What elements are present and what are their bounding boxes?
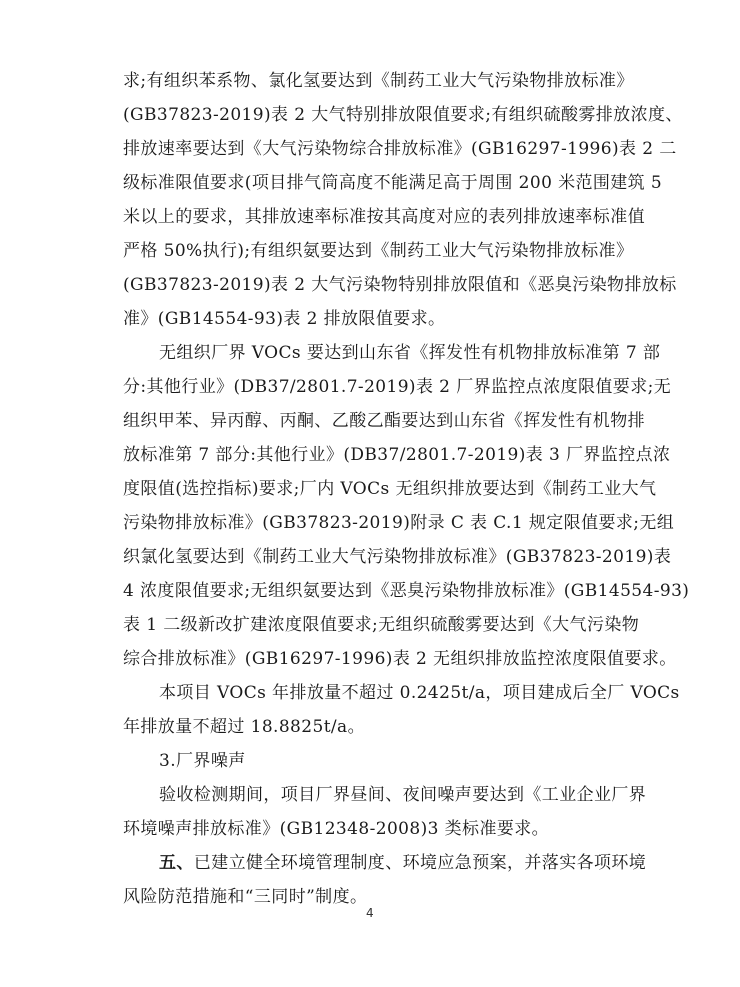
text-line: 4 浓度限值要求;无组织氨要达到《恶臭污染物排放标准》(GB14554-93) bbox=[123, 581, 690, 601]
text-line: 综合排放标准》(GB16297-1996)表 2 无组织排放监控浓度限值要求。 bbox=[123, 649, 677, 669]
text-line: 分:其他行业》(DB37/2801.7-2019)表 2 厂界监控点浓度限值要求;无 bbox=[123, 377, 672, 397]
section-heading: 3.厂界噪声 bbox=[159, 751, 246, 771]
text-line: 度限值(选控指标)要求;厂内 VOCs 无组织排放要达到《制药工业大气 bbox=[123, 479, 657, 499]
text-line: 求;有组织苯系物、氯化氢要达到《制药工业大气污染物排放标准》 bbox=[123, 71, 634, 91]
text-line: 污染物排放标准》(GB37823-2019)附录 C 表 C.1 规定限值要求;无组 bbox=[123, 513, 675, 533]
text-line: 环境噪声排放标准》(GB12348-2008)3 类标准要求。 bbox=[123, 819, 550, 839]
paragraph-first-line bbox=[159, 852, 646, 874]
text-line: 严格 50%执行);有组织氨要达到《制药工业大气污染物排放标准》 bbox=[123, 241, 634, 261]
text-line: 组织甲苯、异丙醇、丙酮、乙酸乙酯要达到山东省《挥发性有机物排 bbox=[123, 411, 645, 431]
text-line: 年排放量不超过 18.8825t/a。 bbox=[123, 717, 365, 737]
section-five-text: 已建立健全环境管理制度、环境应急预案，并落实各项环境 bbox=[193, 853, 647, 873]
paragraph-first-line: 本项目 VOCs 年排放量不超过 0.2425t/a，项目建成后全厂 VOCs bbox=[159, 683, 680, 703]
section-five-label: 五、 bbox=[159, 853, 194, 873]
page-number: 4 bbox=[366, 906, 374, 920]
text-line: 准》(GB14554-93)表 2 排放限值要求。 bbox=[123, 309, 446, 329]
text-line: 风险防范措施和“三同时”制度。 bbox=[123, 887, 368, 907]
text-line: 排放速率要达到《大气污染物综合排放标准》(GB16297-1996)表 2 二 bbox=[123, 139, 677, 159]
paragraph-first-line: 无组织厂界 VOCs 要达到山东省《挥发性有机物排放标准第 7 部 bbox=[159, 343, 661, 363]
text-line: 米以上的要求，其排放速率标准按其高度对应的表列排放速率标准值 bbox=[123, 207, 645, 227]
text-line: 织氯化氢要达到《制药工业大气污染物排放标准》(GB37823-2019)表 bbox=[123, 547, 672, 567]
text-line: 表 1 二级新改扩建浓度限值要求;无组织硫酸雾要达到《大气污染物 bbox=[123, 615, 640, 635]
paragraph-first-line: 验收检测期间，项目厂界昼间、夜间噪声要达到《工业企业厂界 bbox=[159, 785, 647, 805]
text-line: (GB37823-2019)表 2 大气特别排放限值要求;有组织硫酸雾排放浓度、 bbox=[123, 105, 683, 125]
text-line: 级标准限值要求(项目排气筒高度不能满足高于周围 200 米范围建筑 5 bbox=[123, 173, 663, 193]
text-line: 放标准第 7 部分:其他行业》(DB37/2801.7-2019)表 3 厂界监控点浓 bbox=[123, 445, 671, 465]
text-line: (GB37823-2019)表 2 大气污染物特别排放限值和《恶臭污染物排放标 bbox=[123, 275, 677, 295]
